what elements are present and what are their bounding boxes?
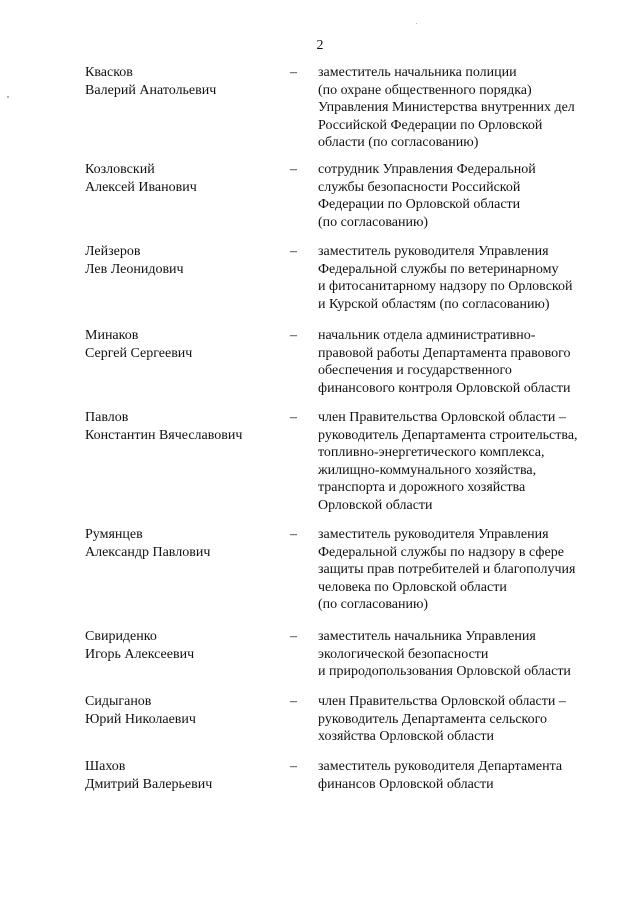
separator-dash: – xyxy=(290,759,297,774)
role-line: службы безопасности Российской xyxy=(318,179,521,195)
member-role xyxy=(318,64,618,152)
role-line: финансового контроля Орловской области xyxy=(318,380,571,396)
role-line: Федеральной службы по надзору в сфере xyxy=(318,544,564,560)
role-line: Российской Федерации по Орловской xyxy=(318,117,543,133)
role-line: хозяйства Орловской области xyxy=(318,729,494,744)
scan-speck xyxy=(7,96,9,98)
given-names: Дмитрий Валерьевич xyxy=(85,776,213,792)
separator-dash: – xyxy=(290,162,297,177)
member-role xyxy=(318,693,618,746)
role-line: начальник отдела административно- xyxy=(318,328,536,343)
role-line: заместитель руководителя Управления xyxy=(318,244,549,259)
surname: Минаков xyxy=(85,328,139,343)
member-role xyxy=(318,409,618,514)
role-line: (по охране общественного порядка) xyxy=(318,82,532,98)
surname: Шахов xyxy=(85,759,126,774)
role-line: финансов Орловской области xyxy=(318,776,494,792)
role-line: сотрудник Управления Федеральной xyxy=(318,162,536,177)
role-line: заместитель начальника полиции xyxy=(318,65,517,80)
role-line: заместитель начальника Управления xyxy=(318,629,536,644)
member-role xyxy=(318,758,618,793)
role-line: и природопользования Орловской области xyxy=(318,664,571,679)
page-number: 2 xyxy=(316,38,324,53)
surname: Павлов xyxy=(85,410,129,425)
role-line: и Курской областям (по согласованию) xyxy=(318,296,550,312)
role-line: обеспечения и государственного xyxy=(318,363,512,378)
given-names: Алексей Иванович xyxy=(85,179,197,195)
separator-dash: – xyxy=(290,410,297,425)
role-line: (по согласованию) xyxy=(318,597,429,612)
role-line: экологической безопасности xyxy=(318,646,489,662)
separator-dash: – xyxy=(290,65,297,80)
given-names: Юрий Николаевич xyxy=(85,711,196,727)
role-line: Федерации по Орловской области xyxy=(318,197,521,212)
role-line: руководитель Департамента строительства, xyxy=(318,427,578,443)
role-line: транспорта и дорожного хозяйства xyxy=(318,480,526,495)
separator-dash: – xyxy=(290,328,297,343)
scan-speck xyxy=(416,23,417,24)
member-name xyxy=(85,161,275,196)
separator-dash: – xyxy=(290,629,297,644)
member-role xyxy=(318,327,618,397)
role-line: руководитель Департамента сельского xyxy=(318,711,548,727)
surname: Козловский xyxy=(85,162,155,177)
role-line: области (по согласованию) xyxy=(318,135,479,150)
separator-dash: – xyxy=(290,694,297,709)
member-name xyxy=(85,628,275,663)
role-line: заместитель руководителя Департамента xyxy=(318,759,563,774)
member-role xyxy=(318,243,618,313)
given-names: Сергей Сергеевич xyxy=(85,345,193,361)
given-names: Константин Вячеславович xyxy=(85,427,243,443)
member-name xyxy=(85,758,275,793)
given-names: Валерий Анатольевич xyxy=(85,82,217,98)
member-name xyxy=(85,327,275,362)
member-name xyxy=(85,526,275,561)
given-names: Александр Павлович xyxy=(85,544,211,560)
surname: Лейзеров xyxy=(85,244,141,259)
role-line: правовой работы Департамента правового xyxy=(318,345,571,361)
role-line: Орловской области xyxy=(318,497,433,513)
given-names: Игорь Алексеевич xyxy=(85,646,195,662)
separator-dash: – xyxy=(290,527,297,542)
member-role xyxy=(318,628,618,681)
surname: Сидыганов xyxy=(85,694,152,709)
role-line: заместитель руководителя Управления xyxy=(318,527,549,542)
role-line: и фитосанитарному надзору по Орловской xyxy=(318,279,573,294)
surname: Свириденко xyxy=(85,629,157,644)
role-line: (по согласованию) xyxy=(318,214,429,230)
member-role xyxy=(318,161,618,231)
role-line: Федеральной службы по ветеринарному xyxy=(318,261,559,277)
role-line: Управления Министерства внутренних дел xyxy=(318,100,575,115)
member-name xyxy=(85,409,275,444)
role-line: член Правительства Орловской области – xyxy=(318,410,566,425)
separator-dash: – xyxy=(290,244,297,259)
member-role xyxy=(318,526,618,614)
role-line: топливно-энергетического комплекса, xyxy=(318,445,545,460)
surname: Квасков xyxy=(85,65,133,80)
given-names: Лев Леонидович xyxy=(85,261,184,277)
member-name xyxy=(85,693,275,728)
member-name xyxy=(85,64,275,99)
role-line: защиты прав потребителей и благополучия xyxy=(318,562,576,577)
role-line: член Правительства Орловской области – xyxy=(318,694,566,709)
surname: Румянцев xyxy=(85,527,143,542)
member-name xyxy=(85,243,275,278)
role-line: жилищно-коммунального хозяйства, xyxy=(318,462,537,478)
role-line: человека по Орловской области xyxy=(318,579,507,595)
